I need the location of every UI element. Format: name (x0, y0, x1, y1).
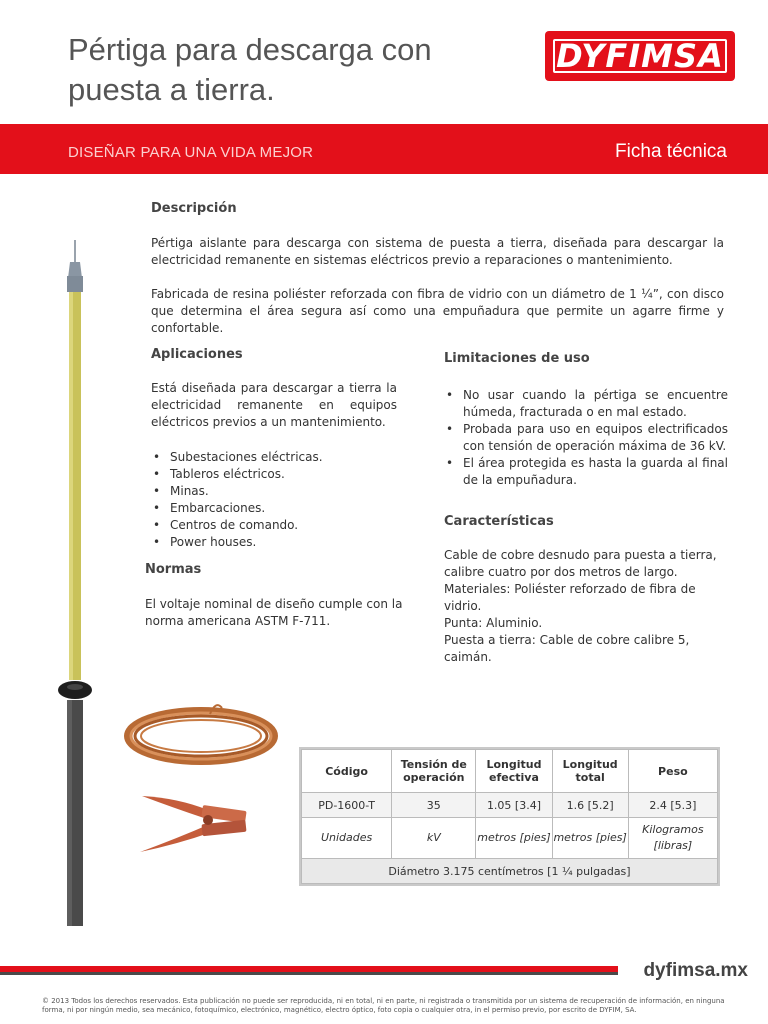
table-cell: 1.6 [5.2] (552, 793, 628, 818)
aplicaciones-heading: Aplicaciones (151, 347, 243, 362)
dyfimsa-logo (545, 31, 735, 81)
list-item: • Minas. (151, 483, 391, 500)
caracteristicas-text (444, 547, 728, 666)
table-cell: Unidades (302, 818, 392, 859)
aplicaciones-list (151, 449, 391, 551)
table-header-cell: Longitud efectiva (476, 750, 552, 793)
table-header-cell: Peso (628, 750, 717, 793)
tagline: DISEÑAR PARA UNA VIDA MEJOR (68, 144, 314, 161)
table-cell: 2.4 [5.3] (628, 793, 717, 818)
table-row (302, 818, 718, 859)
aplicaciones-text: Está diseñada para descargar a tierra la electricidad remanente en equipos eléctricos previos a un mantenimiento. (151, 381, 397, 429)
list-item: • Embarcaciones. (151, 500, 391, 517)
limitaciones-list (444, 387, 728, 489)
table-cell: metros [pies] (476, 818, 552, 859)
list-item: • Centros de comando. (151, 517, 391, 534)
table-cell: 35 (392, 793, 476, 818)
footer-grey-rule (0, 972, 618, 975)
caracteristicas-line: Materiales: Poliéster reforzado de fibra de vidrio. (444, 582, 696, 613)
website-link[interactable]: dyfimsa.mx (643, 960, 748, 981)
normas-text: El voltaje nominal de diseño cumple con la norma americana ASTM F-711. (145, 597, 403, 628)
table-footer-row (302, 859, 718, 884)
descripcion-paragraph-2: Fabricada de resina poliéster reforzada con fibra de vidrio con un diámetro de 1 ¼”, con disco que determina el área segura así como una empuñadura que permite un agarre firme y confortable. (151, 287, 724, 335)
list-item: • No usar cuando la pértiga se encuentre húmeda, fracturada o en mal estado. (444, 387, 728, 421)
list-item: • El área protegida es hasta la guarda al final de la empuñadura. (444, 455, 728, 489)
normas-heading: Normas (145, 562, 202, 577)
table-header-cell: Código (302, 750, 392, 793)
table-header-row (302, 750, 718, 793)
list-item: • Subestaciones eléctricas. (151, 449, 391, 466)
alligator-clamp-image (138, 788, 254, 858)
list-item: • Power houses. (151, 534, 391, 551)
caracteristicas-heading: Características (444, 514, 554, 529)
table-cell: Kilogramos [libras] (628, 818, 717, 859)
spec-table (301, 749, 718, 884)
list-item: • Tableros eléctricos. (151, 466, 391, 483)
table-cell: metros [pies] (552, 818, 628, 859)
table-cell: 1.05 [3.4] (476, 793, 552, 818)
descripcion-paragraph-1: Pértiga aislante para descarga con sistema de puesta a tierra, diseñada para descargar la electricidad remanente en sistemas eléctricos previo a reparaciones o mantenimiento. (151, 236, 724, 267)
copper-cable-coil-image (122, 698, 280, 768)
descripcion-heading: Descripción (151, 201, 237, 216)
page-title: Pértiga para descarga con puesta a tierra. (68, 32, 432, 107)
table-header-cell: Longitud total (552, 750, 628, 793)
caracteristicas-line: Cable de cobre desnudo para puesta a tierra, calibre cuatro por dos metros de largo. (444, 548, 717, 579)
list-item: • Probada para uso en equipos electrificados con tensión de operación máxima de 36 kV. (444, 421, 728, 455)
table-cell: PD-1600-T (302, 793, 392, 818)
legal-notice: © 2013 Todos los derechos reservados. Esta publicación no puede ser reproducida, ni en total, ni en parte, ni registrada o transmitida por un sistema de recuperación de información, en ninguna forma, ni por ningún medio, sea mecánico, fotoquímico, electrónico, magnético, electro óptico, foto copia o cualquier otra, in el permiso previo, por escrito de DYFIM, SA. (42, 997, 725, 1014)
caracteristicas-line: Punta: Aluminio. (444, 616, 543, 630)
table-cell: kV (392, 818, 476, 859)
table-row (302, 793, 718, 818)
sheet-label: Ficha técnica (615, 141, 727, 162)
discharge-pole-image (57, 240, 93, 930)
caracteristicas-line: Puesta a tierra: Cable de cobre calibre 5, caimán. (444, 633, 690, 664)
table-header-cell: Tensión de operación (392, 750, 476, 793)
logo-text: DYFIMSA (556, 37, 724, 75)
limitaciones-heading: Limitaciones de uso (444, 351, 590, 366)
table-footer-cell: Diámetro 3.175 centímetros [1 ¼ pulgadas] (302, 859, 718, 884)
